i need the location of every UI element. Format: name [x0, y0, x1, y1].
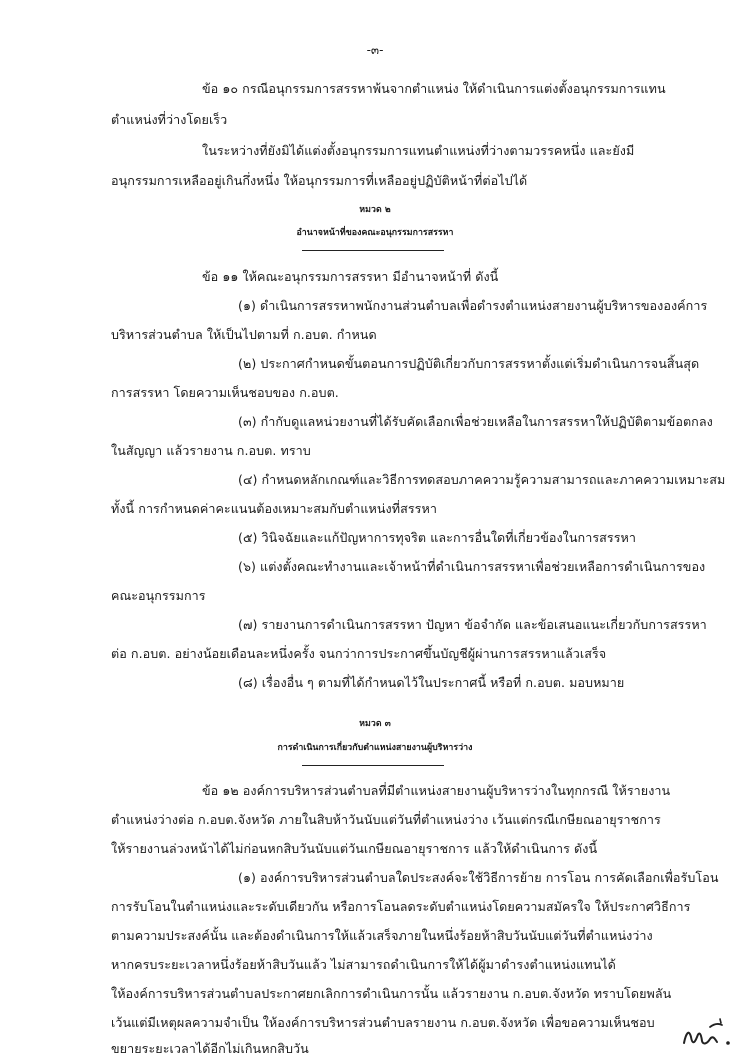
clause-11-item-5: (๕) วินิจฉัยและแก้ปัญหาการทุจริต และการอื่นใดที่เกี่ยวข้องในการสรรหา	[238, 530, 636, 545]
clause-11-item-7b: ต่อ ก.อบต. อย่างน้อยเดือนละหนึ่งครั้ง จนกว่าการประกาศขึ้นบัญชีผู้ผ่านการสรรหาแล้วเสร็จ	[111, 646, 607, 661]
clause-11-item-6b: คณะอนุกรรมการ	[111, 588, 206, 603]
clause-11-item-4b: ทั้งนี้ การกำหนดค่าคะแนนต้องเหมาะสมกับตำแหน่งที่สรรหา	[111, 501, 437, 516]
clause-11-item-2b: การสรรหา โดยความเห็นชอบของ ก.อบต.	[111, 385, 339, 400]
clause-11-item-7a: (๗) รายงานการดำเนินการสรรหา ปัญหา ข้อจำกัด และข้อเสนอแนะเกี่ยวกับการสรรหา	[238, 617, 707, 632]
section-2-title: อำนาจหน้าที่ของคณะอนุกรรมการสรรหา	[296, 228, 454, 238]
section-3-title: การดำเนินการเกี่ยวกับตำแหน่งสายงานผู้บริหารว่าง	[277, 743, 473, 753]
page-number: -๓-	[366, 43, 384, 57]
clause-12-para-5: ให้องค์การบริหารส่วนตำบลประกาศยกเลิกการดำเนินการนั้น แล้วรายงาน ก.อบต.จังหวัด ทราบโดยพลัน	[111, 986, 672, 1001]
clause-12-para-4: หากครบระยะเวลาหนึ่งร้อยห้าสิบวันแล้ว ไม่สามารถดำเนินการให้ได้ผู้มาดำรงตำแหน่งแทนได้	[111, 957, 616, 972]
clause-12-para-1: (๑) องค์การบริหารส่วนตำบลใดประสงค์จะใช้วิธีการย้าย การโอน การคัดเลือกเพื่อรับโอน	[238, 870, 719, 885]
clause-11-intro: ข้อ ๑๑ ให้คณะอนุกรรมการสรรหา มีอำนาจหน้าที่ ดังนี้	[202, 269, 499, 284]
clause-11-item-4a: (๔) กำหนดหลักเกณฑ์และวิธีการทดสอบภาคความรู้ความสามารถและภาคความเหมาะสม	[238, 472, 726, 487]
section-3-rule	[302, 765, 444, 766]
clause-12-line-2: ตำแหน่งว่างต่อ ก.อบต.จังหวัด ภายในสิบห้าวันนับแต่วันที่ตำแหน่งว่าง เว้นแต่กรณีเกษียณอายุราชการ	[111, 812, 661, 827]
signature-initials-icon	[680, 1015, 736, 1053]
clause-11-item-1b: บริหารส่วนตำบล ให้เป็นไปตามที่ ก.อบต. กำหนด	[111, 327, 377, 342]
clause-10-line-3: ในระหว่างที่ยังมิได้แต่งตั้งอนุกรรมการแทนตำแหน่งที่ว่างตามวรรคหนึ่ง และยังมี	[202, 143, 635, 158]
clause-12-line-1: ข้อ ๑๒ องค์การบริหารส่วนตำบลที่มีตำแหน่งสายงานผู้บริหารว่างในทุกกรณี ให้รายงาน	[202, 783, 671, 798]
clause-10-line-4: อนุกรรมการเหลืออยู่เกินกึ่งหนึ่ง ให้อนุกรรมการที่เหลืออยู่ปฏิบัติหน้าที่ต่อไปได้	[111, 173, 528, 188]
section-3-heading: หมวด ๓	[359, 719, 391, 729]
clause-12-para-6: เว้นแต่มีเหตุผลความจำเป็น ให้องค์การบริหารส่วนตำบลรายงาน ก.อบต.จังหวัด เพื่อขอความเห็นชอบ	[111, 1015, 655, 1030]
clause-12-line-3: ให้รายงานล่วงหน้าได้ไม่ก่อนหกสิบวันนับแต่วันเกษียณอายุราชการ แล้วให้ดำเนินการ ดังนี้	[111, 841, 598, 856]
section-2-heading: หมวด ๒	[359, 205, 391, 215]
clause-11-item-3a: (๓) กำกับดูแลหน่วยงานที่ได้รับคัดเลือกเพื่อช่วยเหลือในการสรรหาให้ปฏิบัติตามข้อตกลง	[238, 414, 713, 429]
clause-11-item-6a: (๖) แต่งตั้งคณะทำงานและเจ้าหน้าที่ดำเนินการสรรหาเพื่อช่วยเหลือการดำเนินการของ	[238, 559, 706, 574]
clause-10-line-1: ข้อ ๑๐ กรณีอนุกรรมการสรรหาพ้นจากตำแหน่ง ให้ดำเนินการแต่งตั้งอนุกรรมการแทน	[202, 81, 666, 96]
clause-11-item-2a: (๒) ประกาศกำหนดขั้นตอนการปฏิบัติเกี่ยวกับการสรรหาตั้งแต่เริ่มดำเนินการจนสิ้นสุด	[238, 356, 700, 371]
clause-11-item-3b: ในสัญญา แล้วรายงาน ก.อบต. ทราบ	[111, 443, 311, 458]
section-2-rule	[302, 250, 444, 251]
clause-10-line-2: ตำแหน่งที่ว่างโดยเร็ว	[111, 112, 228, 127]
clause-12-para-2: การรับโอนในตำแหน่งและระดับเดียวกัน หรือการโอนลดระดับตำแหน่งโดยความสมัครใจ ให้ประกาศวิธีการ	[111, 899, 691, 914]
clause-12-para-7: ขยายระยะเวลาได้อีกไม่เกินหกสิบวัน	[111, 1041, 309, 1056]
clause-12-para-3: ตามความประสงค์นั้น และต้องดำเนินการให้แล้วเสร็จภายในหนึ่งร้อยห้าสิบวันนับแต่วันที่ตำแหน่งว่าง	[111, 928, 653, 943]
clause-11-item-8: (๘) เรื่องอื่น ๆ ตามที่ได้กำหนดไว้ในประกาศนี้ หรือที่ ก.อบต. มอบหมาย	[238, 675, 625, 690]
clause-11-item-1a: (๑) ดำเนินการสรรหาพนักงานส่วนตำบลเพื่อดำรงตำแหน่งสายงานผู้บริหารขององค์การ	[238, 298, 708, 313]
